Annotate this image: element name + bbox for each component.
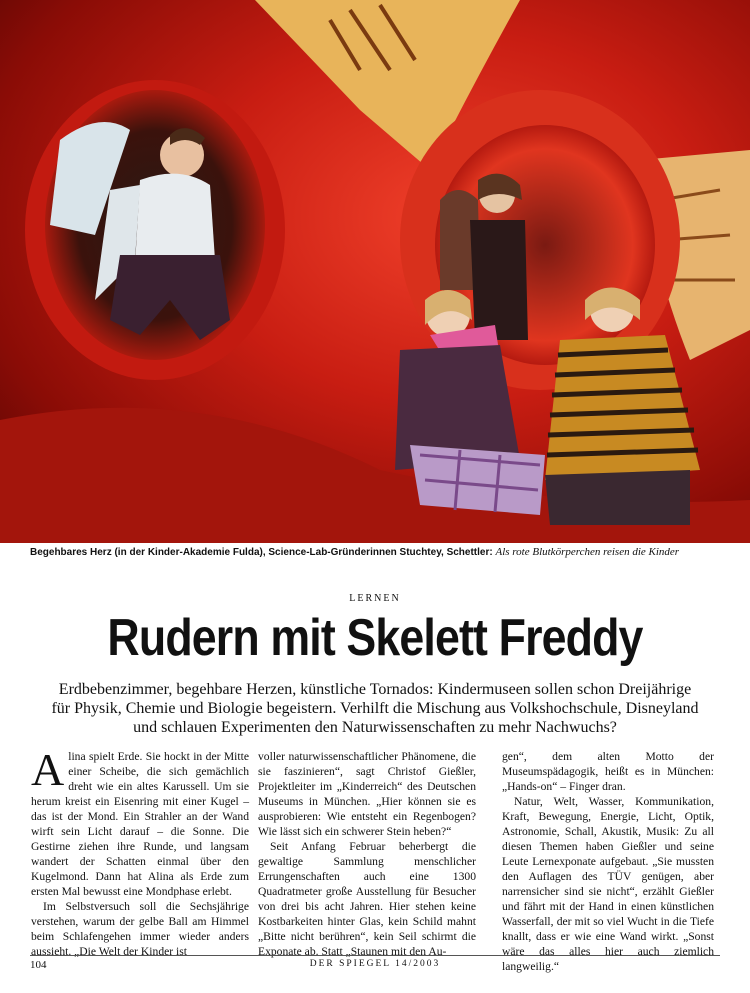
photo-caption [30,545,735,560]
paragraph: Seit Anfang Februar beherbergt die gewaltige Sammlung menschlicher Errungenschaften auch eine 1300 Quadratmeter große Ausstellung für Besucher von drei bis acht Jahren. Hier stehen keine Kostbarkeiten hinter Glas, kein Schild mahnt „Bitte nicht berühren“, kein Seil schirmt die Exponate ab. Statt „Staunen mit den Au- [258,840,476,958]
article-column-1 [31,744,249,959]
footer-rule [30,955,720,956]
paragraph: voller naturwissenschaftlicher Phänomene, die sie faszinieren“, sagt Christof Gießler, Projektleiter im „Kinderreich“ des Deutschen Museums in München. „Hier können sie es ausprobieren: Wie entsteht ein Regenbogen? Wie lässt sich ein schwerer Stein heben?“ [258,750,476,838]
paragraph-text: lina spielt Erde. Sie hockt in der Mitte einer Scheibe, die sich gemächlich dreht wie ein altes Karussell. Um sie herum kreist ein Eisenring mit einer Kugel – das ist der Mond. Ein Strahler an der Wand wirft sein Licht darauf – die Sonne. Die Gestirne ziehen ihre Runde, und langsam wandert der Schatten einmal über den Kugelmond. Dann hat Alina als Erde zum ersten Mal bewusst eine Mondphase erlebt. [31,750,249,898]
section-rubric: LERNEN [349,593,401,604]
paragraph: Natur, Welt, Wasser, Kommunikation, Kraft, Bewegung, Energie, Licht, Optik, Astronomie, Schall, Akustik, Musik: Zu all diesen Themen haben Gießler und seine Leute Lernexponate aufgebaut. „Sie mussten den Auflagen des TÜV genügen, aber narrensicher sind sie nicht“, erzählt Gießler und fährt mit der Hand in einen künstlichen Wasserfall, der mit so viel Wucht in die Tiefe knallt, dass er wie eine Wand wirkt. „Sonst wäre das alles hier auch ziemlich langweilig.“ [502,795,714,973]
article-column-2 [258,749,476,959]
drop-cap: A [31,744,65,795]
article-column-3 [502,749,714,974]
paragraph [31,744,249,899]
paragraph: gen“, dem alten Motto der Museumspädagogik, heißt es in München: „Hands-on“ – Finger dran. [502,750,714,793]
paragraph: Im Selbstversuch soll die Sechsjährige verstehen, warum der gelbe Ball am Himmel beim Schlafengehen immer wieder anders aussieht. „Die Welt der Kinder ist [31,900,249,958]
article-lead: Erdbebenzimmer, begehbare Herzen, künstliche Tornados: Kindermuseen sollen schon Dreijährige für Physik, Chemie und Biologie begeistern. Verhilft die Mischung aus Volkshochschule, Disneyland und schlauen Experimenten den Naturwissenschaften zu mehr Nachwuchs? [51,681,699,736]
page-number: 104 [30,959,47,971]
article-headline: Rudern mit Skelett Freddy [107,609,643,667]
caption-text: Als rote Blutkörperchen reisen die Kinder [495,546,680,558]
caption-credit: Begehbares Herz (in der Kinder-Akademie Fulda), Science-Lab-Gründerinnen Stuchtey, Schettler: [30,547,493,558]
magazine-issue: DER SPIEGEL 14/2003 [309,959,441,969]
